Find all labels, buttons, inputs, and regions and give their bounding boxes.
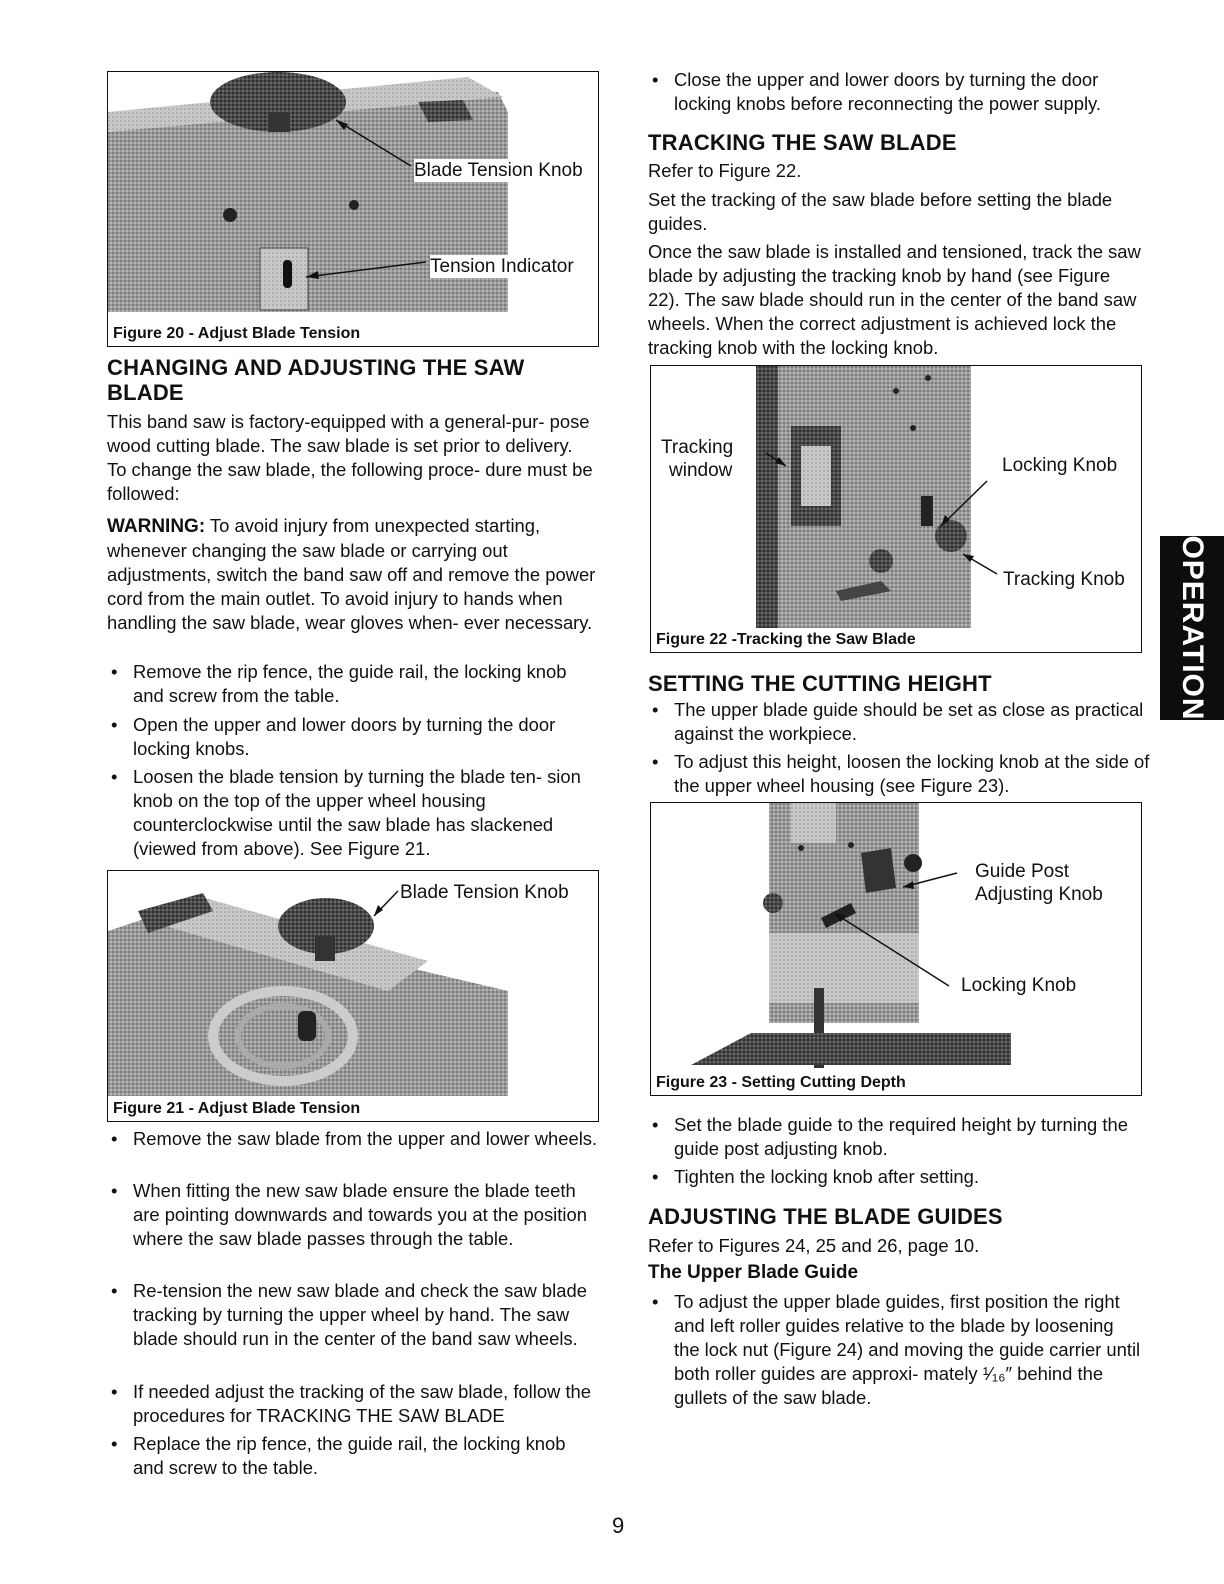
bullet-icon: •	[111, 1180, 118, 1201]
guide-post-line-1: Guide Post	[975, 861, 1069, 882]
figure-21	[107, 870, 599, 1122]
list-item	[107, 713, 599, 761]
bullet-icon: •	[652, 751, 659, 772]
guide-post-line-2: Adjusting Knob	[975, 884, 1103, 905]
guide-post-label	[975, 860, 1103, 906]
list-item-text: To adjust the upper blade guides, first position the right and left roller guides relative to the blade by loosening the lock nut (Figure 24) and moving the guide carrier until both roller guides are approxi- mately ¹⁄₁₆″ behind the gullets of the saw blade.	[674, 1291, 1141, 1408]
bullet-icon: •	[111, 766, 118, 787]
guides-refer: Refer to Figures 24, 25 and 26, page 10.	[648, 1235, 980, 1256]
list-item	[648, 698, 1144, 746]
list-item-text: Close the upper and lower doors by turning the door locking knobs before reconnecting the power supply.	[674, 69, 1101, 114]
list-item-text: Remove the saw blade from the upper and lower wheels.	[133, 1128, 598, 1149]
figure-23-photo	[651, 803, 1141, 1069]
bullet-icon: •	[111, 1381, 118, 1402]
tracking-knob-label: Tracking Knob	[1003, 569, 1125, 590]
locking-knob-label-2: Locking Knob	[961, 975, 1077, 996]
bullet-icon: •	[111, 714, 118, 735]
heading-line-2: BLADE	[107, 380, 184, 405]
section-heading-height: SETTING THE CUTTING HEIGHT	[648, 671, 992, 696]
bullet-icon: •	[652, 699, 659, 720]
tension-indicator-label: Tension Indicator	[430, 256, 574, 277]
list-item-text: Remove the rip fence, the guide rail, the locking knob and screw from the table.	[133, 661, 567, 706]
locking-knob-label: Locking Knob	[1002, 455, 1118, 476]
section-tab-label: OPERATION	[1176, 535, 1209, 721]
list-item	[107, 660, 599, 708]
list-item-text: When fitting the new saw blade ensure the blade teeth are pointing downwards and towards you at the position where the saw blade passes through the table.	[133, 1180, 587, 1249]
bullet-icon: •	[111, 661, 118, 682]
figure-20-caption: Figure 20 - Adjust Blade Tension	[113, 325, 361, 342]
figure-20	[107, 71, 599, 347]
bullet-icon: •	[652, 69, 659, 90]
warning-paragraph	[107, 514, 602, 635]
list-item-text: Loosen the blade tension by turning the blade ten- sion knob on the top of the upper wheel housing counterclockwise until the saw blade has slackened (viewed from above). See Figure 21.	[133, 766, 581, 859]
heading-line-1: CHANGING AND ADJUSTING THE SAW	[107, 355, 525, 380]
list-item	[107, 1127, 599, 1151]
figure-21-caption: Figure 21 - Adjust Blade Tension	[113, 1100, 361, 1117]
list-item	[107, 1432, 599, 1480]
tracking-paragraph-2: Once the saw blade is installed and tensioned, track the saw blade by adjusting the tracking knob by hand (see Figure 22). The saw blade should run in the center of the band saw wheels. When the correct adjustment is achieved lock the tracking knob with the locking knob.	[648, 241, 1141, 358]
section-heading-changing	[107, 355, 599, 405]
bullet-icon: •	[111, 1433, 118, 1454]
list-item-text: Re-tension the new saw blade and check the saw blade tracking by turning the upper wheel by hand. The saw blade should run in the center of the band saw wheels.	[133, 1280, 587, 1349]
figure-23	[650, 802, 1142, 1096]
tracking-refer: Refer to Figure 22.	[648, 160, 802, 181]
page-number: 9	[612, 1513, 625, 1538]
section-tab	[1160, 536, 1224, 720]
list-item-text: Tighten the locking knob after setting.	[674, 1166, 979, 1187]
section-heading-guides: ADJUSTING THE BLADE GUIDES	[648, 1204, 1003, 1229]
list-item	[107, 1380, 603, 1428]
figure-20-photo	[108, 72, 598, 320]
blade-tension-knob-label-2: Blade Tension Knob	[400, 882, 569, 903]
list-item	[648, 1290, 1144, 1410]
list-item-text: Set the blade guide to the required height by turning the guide post adjusting knob.	[674, 1114, 1128, 1159]
figure-23-caption: Figure 23 - Setting Cutting Depth	[656, 1074, 906, 1091]
list-item	[648, 750, 1154, 798]
tracking-window-line-2: window	[669, 460, 733, 481]
list-item	[107, 765, 599, 861]
list-item-text: Replace the rip fence, the guide rail, the locking knob and screw to the table.	[133, 1433, 566, 1478]
figure-22-caption: Figure 22 -Tracking the Saw Blade	[656, 631, 916, 648]
list-item	[107, 1179, 603, 1251]
warning-text: To avoid injury from unexpected starting, whenever changing the saw blade or carrying out adjustments, switch the band saw off and remove the power cord from the main outlet. To avoid injury to hands when handling the saw blade, wear gloves when- ever necessary.	[107, 515, 596, 633]
bullet-icon: •	[652, 1166, 659, 1187]
list-item	[107, 1279, 599, 1351]
list-item	[648, 68, 1144, 116]
list-item	[648, 1165, 1154, 1189]
bullet-icon: •	[111, 1128, 118, 1149]
bullet-icon: •	[652, 1114, 659, 1135]
tracking-window-label	[661, 436, 733, 482]
list-item-text: The upper blade guide should be set as close as practical against the workpiece.	[674, 699, 1144, 744]
bullet-icon: •	[111, 1280, 118, 1301]
blade-tension-knob-label: Blade Tension Knob	[414, 160, 583, 181]
list-item	[648, 1113, 1154, 1161]
section-heading-tracking: TRACKING THE SAW BLADE	[648, 130, 957, 155]
bullet-icon: •	[652, 1291, 659, 1312]
tracking-window-line-1: Tracking	[661, 437, 734, 458]
figure-21-photo	[108, 871, 598, 1096]
list-item-text: To adjust this height, loosen the locking knob at the side of the upper wheel housing (see Figure 23).	[674, 751, 1150, 796]
subheading-upper-blade-guide: The Upper Blade Guide	[648, 1262, 859, 1283]
list-item-text: If needed adjust the tracking of the saw blade, follow the procedures for TRACKING THE SAW BLADE	[133, 1381, 592, 1426]
warning-label: WARNING:	[107, 516, 206, 537]
intro-paragraph: This band saw is factory-equipped with a general-pur- pose wood cutting blade. The saw blade is set prior to delivery. To change the saw blade, the following proce- dure must be followed:	[107, 411, 593, 504]
figure-22	[650, 365, 1142, 653]
list-item-text: Open the upper and lower doors by turning the door locking knobs.	[133, 714, 556, 759]
tracking-paragraph-1: Set the tracking of the saw blade before setting the blade guides.	[648, 189, 1113, 234]
